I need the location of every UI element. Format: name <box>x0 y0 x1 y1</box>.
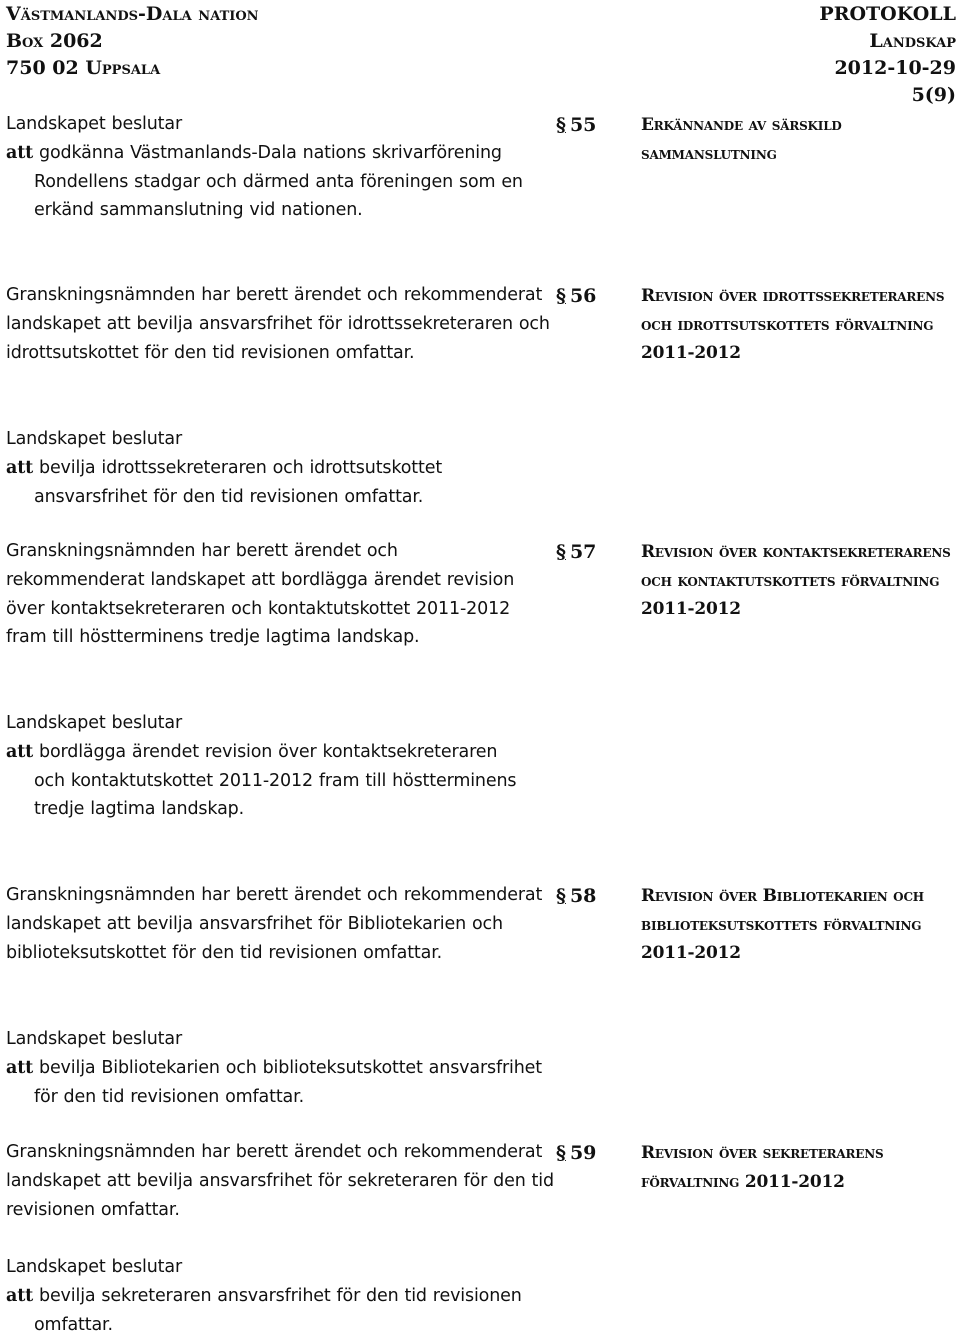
section-intro-56 <box>6 281 561 367</box>
section-number-56: § 56 <box>556 285 597 307</box>
section-intro-59 <box>6 1138 554 1224</box>
document-type: PROTOKOLL <box>819 3 956 25</box>
att-keyword: att <box>6 1057 34 1078</box>
section-sign-icon: § <box>556 285 566 307</box>
section-title-58: Revision över Bibliotekarien och biblioteksutskottets förvaltning 2011-2012 <box>641 886 924 963</box>
decision-lead: Landskapet beslutar <box>6 429 183 449</box>
section-number-55: § 55 <box>556 114 597 136</box>
att-keyword: att <box>6 142 34 163</box>
section-title-55: Erkännande av särskild sammanslutning <box>641 115 842 164</box>
section-number-57: § 57 <box>556 541 597 563</box>
att-keyword: att <box>6 741 34 762</box>
att-keyword: att <box>6 457 34 478</box>
section-body-58 <box>6 1025 546 1111</box>
decision-text: bevilja sekreteraren ansvarsfrihet för den tid revisionen omfattar. <box>34 1285 522 1335</box>
section-title-59: Revision över sekreterarens förvaltning 2011-2012 <box>641 1143 884 1192</box>
section-number-59: § 59 <box>556 1142 597 1164</box>
section-sign-icon: § <box>556 885 566 907</box>
section-title-57: Revision över kontaktsekreterarens och kontaktutskottets förvaltning 2011-2012 <box>641 542 951 619</box>
section-body-56 <box>6 425 546 511</box>
section-title-56: Revision över idrottssekreterarens och idrottsutskottets förvaltning 2011-2012 <box>641 286 945 363</box>
decision-lead: Landskapet beslutar <box>6 713 183 733</box>
decision-lead: Landskapet beslutar <box>6 1029 183 1049</box>
section-body-57 <box>6 709 534 824</box>
page-number: 5(9) <box>911 84 956 106</box>
postal-box: Box 2062 <box>6 30 103 52</box>
decision-clause <box>6 1282 531 1339</box>
org-name: Västmanlands-Dala nation <box>6 3 259 25</box>
section-sign-icon: § <box>556 114 566 136</box>
section-body-55 <box>6 110 554 225</box>
recommendation-text: Granskningsnämnden har berett ärendet och rekommenderat landskapet att bevilja ansvarsfrihet för Bibliotekarien och biblioteksutskottet för den tid revisionen omfattar. <box>6 885 543 963</box>
decision-clause <box>6 454 546 512</box>
decision-text: bordlägga ärendet revision över kontaktsekreteraren och kontaktutskottet 2011-2012 fram till höstterminens tredje lagtima landskap. <box>34 741 517 820</box>
meeting-body: Landskap <box>869 30 956 52</box>
decision-clause <box>6 738 534 824</box>
recommendation-text: Granskningsnämnden har berett ärendet och rekommenderat landskapet att bordlägga ärendet revision över kontaktsekreteraren och kontaktutskottet 2011-2012 fram till höstterminens tredje lagtima landskap. <box>6 541 515 648</box>
decision-text: bevilja idrottssekreteraren och idrottsutskottet ansvarsfrihet för den tid revisionen omfattar. <box>34 457 443 507</box>
section-body-59 <box>6 1253 531 1339</box>
recommendation-text: Granskningsnämnden har berett ärendet och rekommenderat landskapet att bevilja ansvarsfrihet för sekreteraren för den tid revisionen omfattar. <box>6 1142 554 1220</box>
section-intro-58 <box>6 881 554 967</box>
decision-lead: Landskapet beslutar <box>6 1257 183 1277</box>
section-sign-icon: § <box>556 1142 566 1164</box>
section-intro-57 <box>6 537 541 652</box>
meeting-date: 2012-10-29 <box>834 57 956 79</box>
decision-clause <box>6 139 554 225</box>
recommendation-text: Granskningsnämnden har berett ärendet och rekommenderat landskapet att bevilja ansvarsfrihet för idrottssekreteraren och idrottsutskottet för den tid revisionen omfattar. <box>6 285 550 363</box>
postal-address: 750 02 Uppsala <box>6 57 161 79</box>
section-sign-icon: § <box>556 541 566 563</box>
att-keyword: att <box>6 1285 34 1306</box>
decision-text: bevilja Bibliotekarien och biblioteksutskottet ansvarsfrihet för den tid revisionen omfattar. <box>34 1057 542 1107</box>
decision-text: godkänna Västmanlands-Dala nations skrivarförening Rondellens stadgar och därmed anta föreningen som en erkänd sammanslutning vid nationen. <box>34 142 523 221</box>
section-number-58: § 58 <box>556 885 597 907</box>
decision-clause <box>6 1054 546 1112</box>
decision-lead: Landskapet beslutar <box>6 114 183 134</box>
